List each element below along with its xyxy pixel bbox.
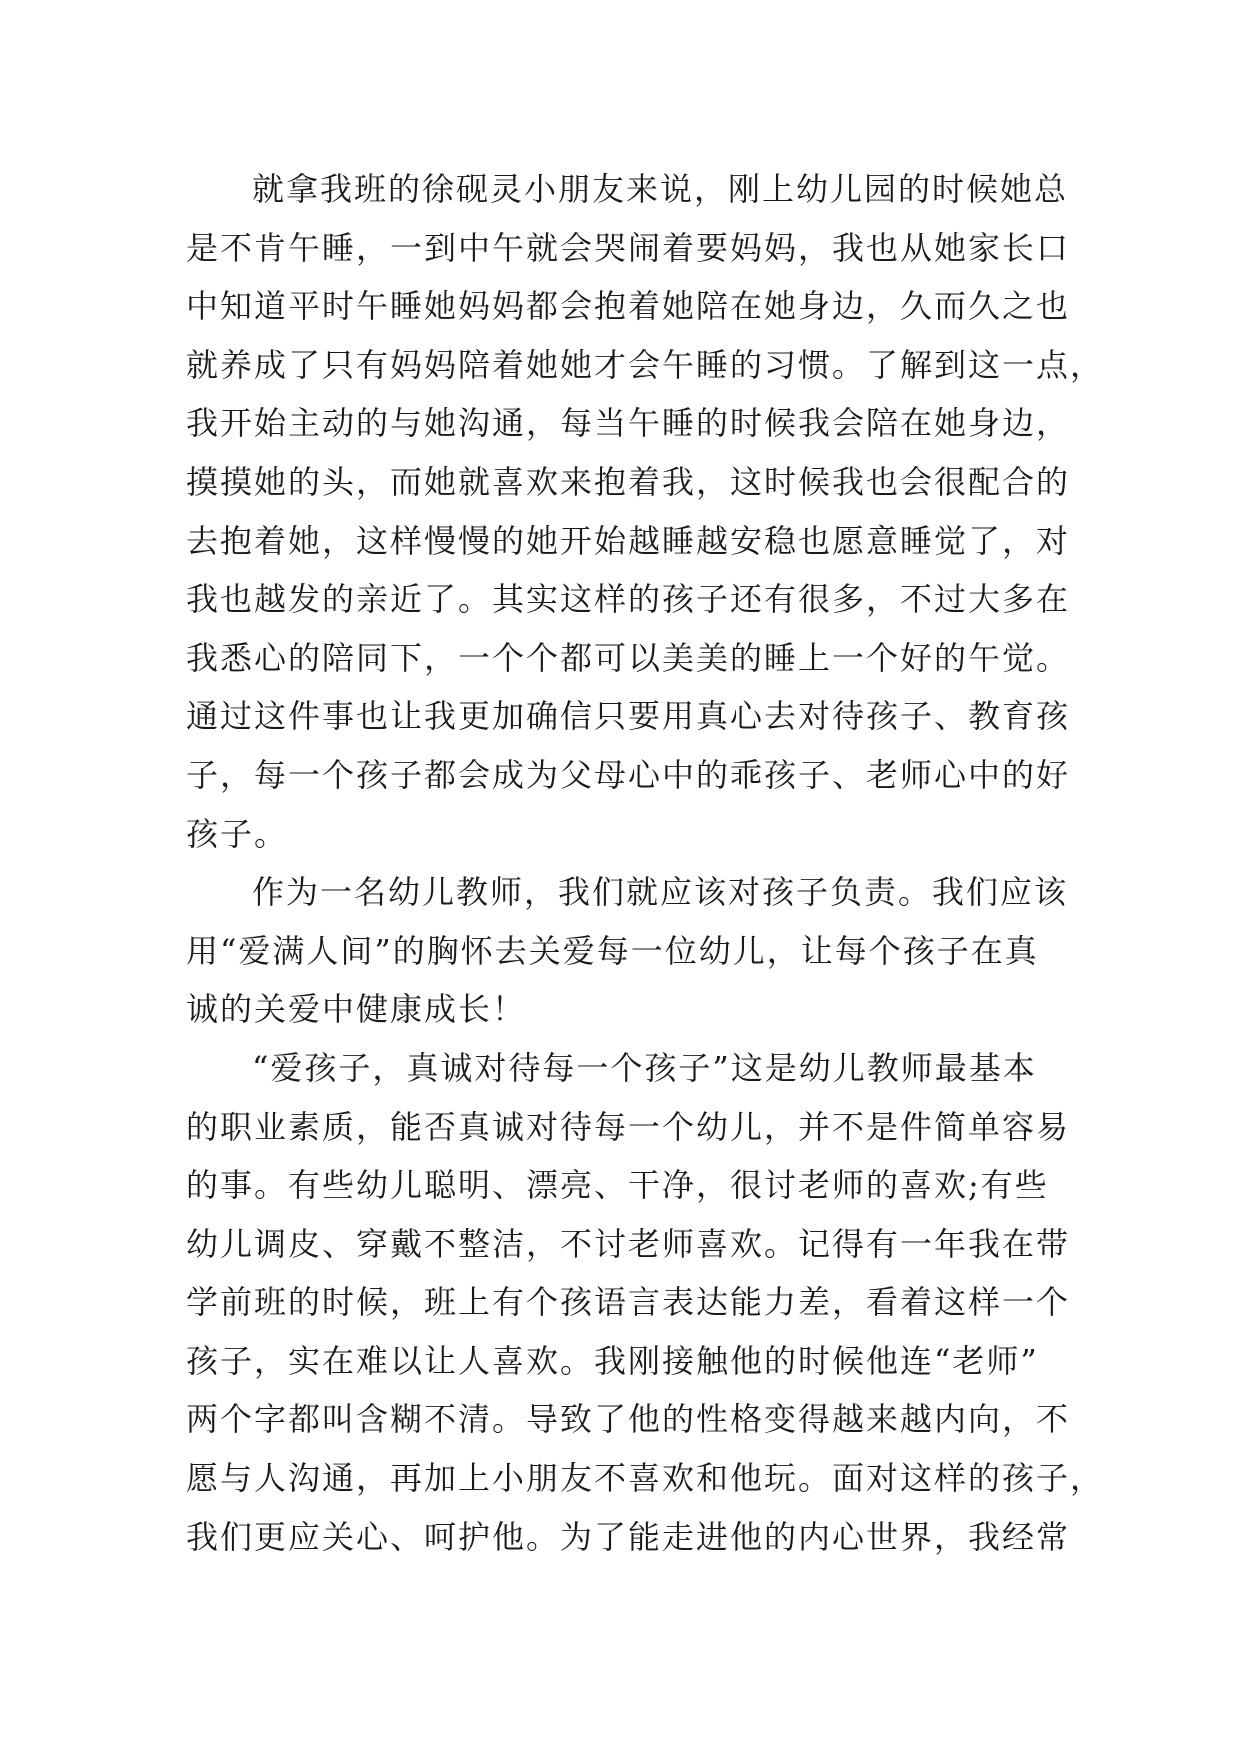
paragraph-1-line-8: 我也越发的亲近了。其实这样的孩子还有很多，不过大多在 bbox=[186, 580, 1071, 619]
paragraph-3-line-7: 两个字都叫含糊不清。导致了他的性格变得越来越内向，不 bbox=[186, 1400, 1071, 1439]
paragraph-1-line-11: 子，每一个孩子都会成为父母心中的乖孩子、老师心中的好 bbox=[186, 755, 1071, 794]
paragraph-3-line-8: 愿与人沟通，再加上小朋友不喜欢和他玩。面对这样的孩子， bbox=[186, 1459, 1105, 1498]
paragraph-3-line-9: 我们更应关心、呵护他。为了能走进他的内心世界，我经常 bbox=[186, 1517, 1071, 1556]
paragraph-3-line-3: 的事。有些幼儿聪明、漂亮、干净，很讨老师的喜欢;有些 bbox=[186, 1166, 1049, 1205]
paragraph-3-line-5: 学前班的时候，班上有个孩语言表达能力差，看着这样一个 bbox=[186, 1283, 1071, 1322]
body-text bbox=[186, 160, 1105, 1566]
paragraph-1-line-5: 我开始主动的与她沟通，每当午睡的时候我会陪在她身边， bbox=[186, 404, 1071, 443]
paragraph-1-line-2: 是不肯午睡，一到中午就会哭闹着要妈妈，我也从她家长口 bbox=[186, 228, 1071, 267]
paragraph-3-line-6: 孩子，实在难以让人喜欢。我刚接触他的时候他连“老师” bbox=[186, 1341, 1039, 1380]
paragraph-1-line-4: 就养成了只有妈妈陪着她她才会午睡的习惯。了解到这一点， bbox=[186, 345, 1105, 384]
paragraph-2-line-1: 作为一名幼儿教师，我们就应该对孩子负责。我们应该 bbox=[252, 873, 1069, 912]
paragraph-3-line-1: “爱孩子，真诚对待每一个孩子”这是幼儿教师最基本 bbox=[252, 1048, 1037, 1087]
paragraph-3-line-4: 幼儿调皮、穿戴不整洁，不讨老师喜欢。记得有一年我在带 bbox=[186, 1224, 1071, 1263]
paragraph-1-line-3: 中知道平时午睡她妈妈都会抱着她陪在她身边，久而久之也 bbox=[186, 287, 1071, 326]
paragraph-3-line-2: 的职业素质，能否真诚对待每一个幼儿，并不是件简单容易 bbox=[186, 1107, 1071, 1146]
paragraph-1-line-12: 孩子。 bbox=[186, 814, 289, 853]
paragraph-2-line-2: 用“爱满人间”的胸怀去关爱每一位幼儿，让每个孩子在真 bbox=[186, 931, 1039, 970]
paragraph-1-line-1: 就拿我班的徐砚灵小朋友来说，刚上幼儿园的时候她总 bbox=[252, 170, 1069, 208]
paragraph-1-line-7: 去抱着她，这样慢慢的她开始越睡越安稳也愿意睡觉了，对 bbox=[186, 521, 1071, 560]
paragraph-1-line-9: 我悉心的陪同下，一个个都可以美美的睡上一个好的午觉。 bbox=[186, 638, 1071, 677]
paragraph-2-line-3: 诚的关爱中健康成长！ bbox=[186, 990, 527, 1029]
paragraph-1-line-10: 通过这件事也让我更加确信只要用真心去对待孩子、教育孩 bbox=[186, 697, 1071, 736]
paragraph-1-line-6: 摸摸她的头，而她就喜欢来抱着我，这时候我也会很配合的 bbox=[186, 462, 1071, 501]
